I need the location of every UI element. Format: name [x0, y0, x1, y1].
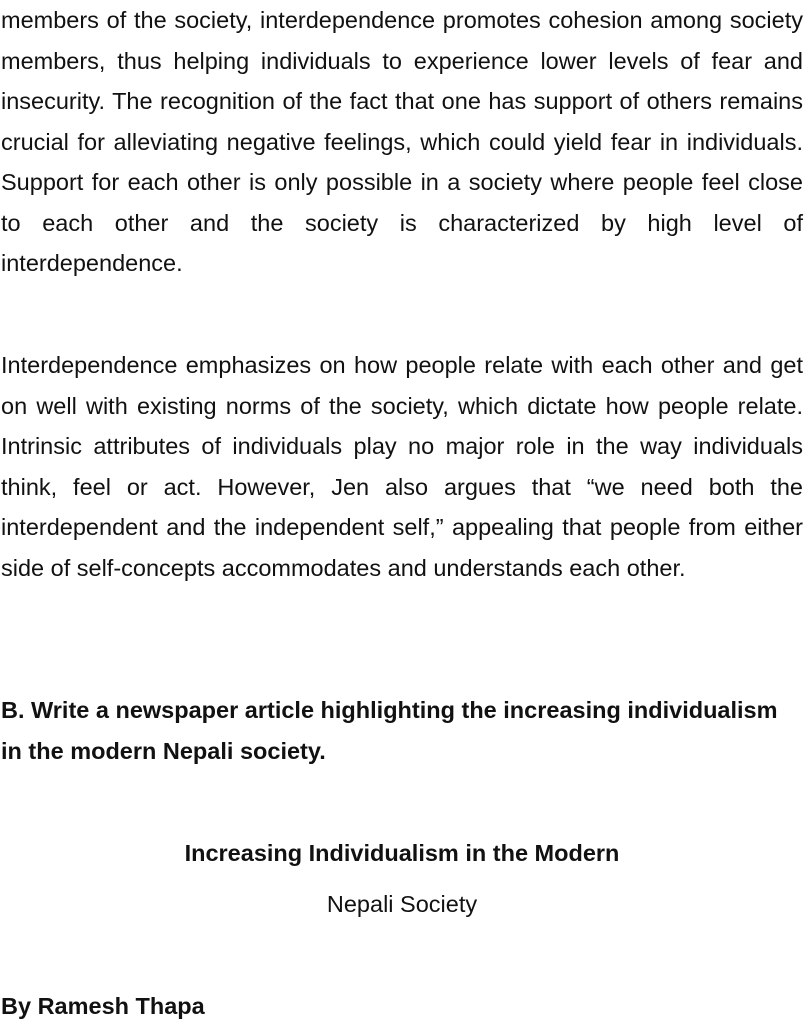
author-byline: By Ramesh Thapa	[1, 993, 205, 1019]
article-subtitle: Nepali Society	[326, 891, 478, 917]
question-heading: B. Write a newspaper article highlighting the increasing individualism in the modern Nepali society.	[1, 697, 778, 764]
body-paragraph-1: members of the society, interdependence promotes cohesion among society members, thus helping individuals to experience lower levels of fear and insecurity. The recognition of the fact that one has support of others remains crucial for alleviating negative feelings, which could yield fear in individuals. Support for each other is only possible in a society where people feel close to each other and the society is characterized by high level of interdependence.	[1, 7, 803, 276]
body-paragraph-2: Interdependence emphasizes on how people relate with each other and get on well with existing norms of the society, which dictate how people relate. Intrinsic attributes of individuals play no major role in the way individuals think, feel or act. However, Jen also argues that “we need both the interdependent and the independent self,” appealing that people from either side of self-concepts accommodates and understands each other.	[1, 352, 803, 581]
article-title: Increasing Individualism in the Modern	[184, 840, 620, 866]
